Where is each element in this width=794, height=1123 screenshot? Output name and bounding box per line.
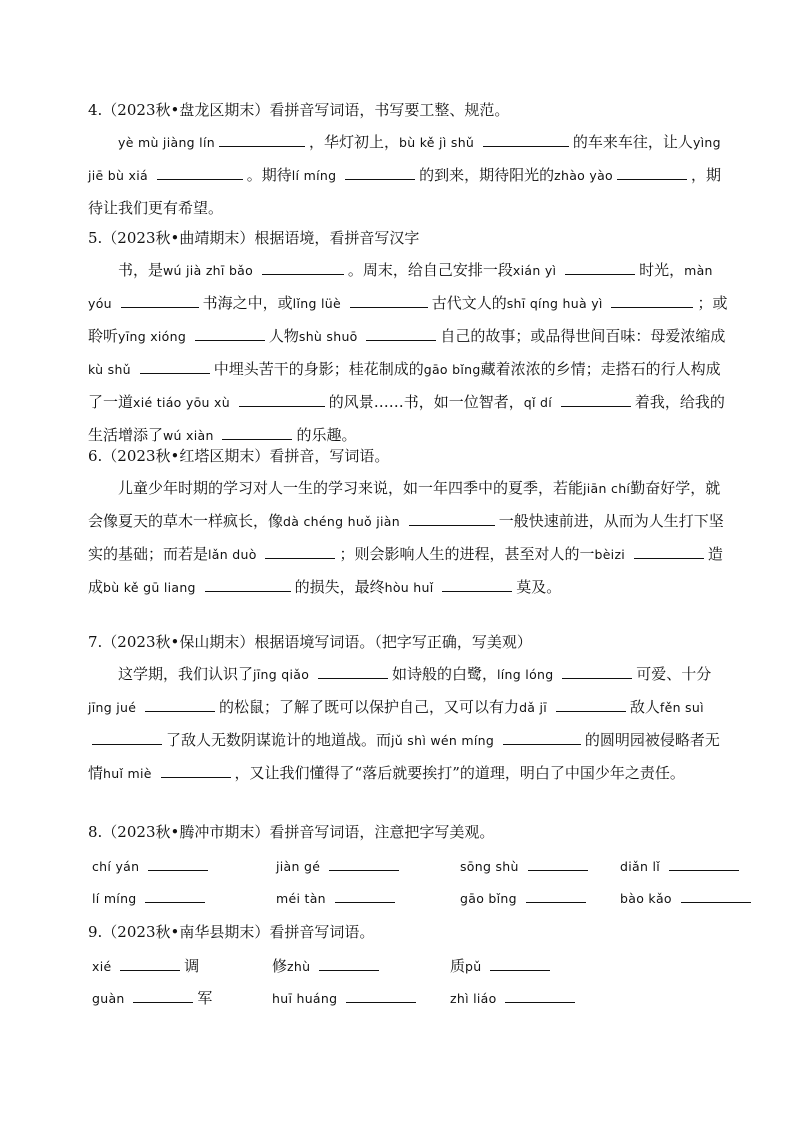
answer-blank[interactable] [503, 730, 581, 745]
pinyin: yè mù jiàng lín [118, 135, 215, 150]
question-8 [88, 816, 728, 848]
answer-blank[interactable] [195, 326, 265, 341]
pinyin: bèizi [594, 547, 626, 562]
pinyin: dǎ jī [519, 700, 548, 715]
pinyin: bù kě gū liang [103, 580, 196, 595]
pinyin: jǔ shì wén míng [391, 733, 495, 748]
word-item: sōng shù [460, 850, 620, 883]
answer-blank[interactable] [329, 856, 399, 871]
word-item: méi tàn [276, 882, 460, 915]
answer-blank[interactable] [265, 544, 335, 559]
word-item: zhì liáo [450, 982, 610, 1015]
pinyin: líng lóng [497, 667, 554, 682]
word-item: chí yán [92, 850, 276, 883]
word-item: guàn 军 [92, 989, 213, 1007]
answer-blank[interactable] [409, 511, 495, 526]
answer-blank[interactable] [133, 988, 193, 1003]
question-5-title: 5.（2023秋•曲靖期末）根据语境，看拼音写汉字 [88, 229, 420, 247]
answer-blank[interactable] [121, 293, 199, 308]
pinyin: bù kě jì shǔ [398, 135, 475, 150]
word-item: gāo bǐng [460, 882, 620, 915]
answer-blank[interactable] [319, 956, 379, 971]
answer-blank[interactable] [157, 165, 243, 180]
answer-blank[interactable] [335, 888, 395, 903]
answer-blank[interactable] [669, 856, 739, 871]
answer-blank[interactable] [222, 425, 292, 440]
pinyin: lǎn duò [208, 547, 257, 562]
answer-blank[interactable] [161, 763, 231, 778]
answer-blank[interactable] [318, 664, 388, 679]
pinyin: gāo bǐng [423, 362, 481, 377]
question-5 [88, 222, 728, 452]
question-6 [88, 440, 728, 604]
word-item: bào kǎo [620, 882, 760, 915]
question-9-title: 9.（2023秋•南华县期末）看拼音写词语。 [88, 923, 375, 941]
pinyin: qǐ dí [523, 395, 553, 410]
pinyin: shī qíng huà yì [506, 296, 603, 311]
word-item: lí míng [92, 882, 276, 915]
answer-blank[interactable] [350, 293, 428, 308]
word-item: 质pǔ [450, 950, 610, 983]
pinyin: zhào yào [554, 168, 613, 183]
question-4-title: 4.（2023秋•盘龙区期末）看拼音写词语，书写要工整、规范。 [88, 101, 510, 119]
pinyin: jīng jué [88, 700, 137, 715]
answer-blank[interactable] [262, 260, 344, 275]
word-item: xié 调 [92, 957, 200, 975]
question-8-title: 8.（2023秋•腾冲市期末）看拼音写词语，注意把字写美观。 [88, 823, 495, 841]
question-7-text: 这学期，我们认识了jīng qiǎo 如诗般的白鹭，líng lóng 可爱、十分jīng jué 的松鼠；了解了既可以保护自己，又可以有力dǎ jī 敌人fěn suì 了敌人无数阴谋诡计的地道战。而jǔ shì wén míng 的圆明园被侵略者无情huǐ miè ，又让我们懂得了“落后就要挨打”的道理，明白了中国少年之责任。 [88, 665, 720, 782]
answer-blank[interactable] [219, 132, 305, 147]
question-9-row-1 [92, 950, 610, 983]
answer-blank[interactable] [145, 888, 205, 903]
word-item: diǎn lǐ [620, 850, 760, 883]
question-8-row-1 [92, 850, 760, 883]
answer-blank[interactable] [442, 577, 512, 592]
answer-blank[interactable] [145, 697, 215, 712]
answer-blank[interactable] [239, 392, 325, 407]
pinyin: wú xiàn [163, 428, 214, 443]
answer-blank[interactable] [345, 165, 415, 180]
pinyin: fěn suì [659, 700, 704, 715]
pinyin: lǐng lüè [292, 296, 341, 311]
pinyin: jīng qiǎo [253, 667, 310, 682]
pinyin: kù shǔ [88, 362, 131, 377]
answer-blank[interactable] [205, 577, 291, 592]
word-item: huī huáng [272, 982, 450, 1015]
pinyin: yìng jiē bù xiá [88, 135, 721, 183]
answer-blank[interactable] [634, 544, 704, 559]
pinyin: wú jià zhī bǎo [163, 263, 254, 278]
pinyin: yīng xióng [118, 329, 187, 344]
question-9 [88, 916, 728, 948]
answer-blank[interactable] [92, 730, 162, 745]
answer-blank[interactable] [611, 293, 693, 308]
question-5-text: 书，是wú jià zhī bǎo 。周末，给自己安排一段xián yì 时光，màn yóu 书海之中，或lǐng lüè 古代文人的shī qíng huà yì ；或聆听yīng xióng 人物shù shuō 自己的故事；或品得世间百味：母爱浓缩成kù shǔ 中埋头苦干的身影；桂花制成的gāo bǐng藏着浓浓的乡情；走搭石的行人构成了一道xié tiáo yōu xù 的风景……书，如一位智者，qǐ dí 着我，给我的生活增添了wú xiàn 的乐趣。 [88, 261, 728, 444]
answer-blank[interactable] [617, 165, 687, 180]
pinyin: hòu huǐ [384, 580, 434, 595]
answer-blank[interactable] [556, 697, 626, 712]
answer-blank[interactable] [681, 888, 751, 903]
question-7 [88, 626, 728, 790]
pinyin: jiān chí [583, 481, 631, 496]
answer-blank[interactable] [120, 956, 180, 971]
question-7-title: 7.（2023秋•保山期末）根据语境写词语。（把字写正确，写美观） [88, 633, 532, 651]
answer-blank[interactable] [561, 392, 631, 407]
pinyin: huǐ miè [103, 766, 152, 781]
answer-blank[interactable] [562, 664, 632, 679]
question-8-row-2 [92, 882, 760, 915]
answer-blank[interactable] [528, 856, 588, 871]
pinyin: xián yì [512, 263, 557, 278]
answer-blank[interactable] [565, 260, 635, 275]
pinyin: shù shuō [298, 329, 358, 344]
answer-blank[interactable] [490, 956, 550, 971]
word-item: jiàn gé [276, 850, 460, 883]
pinyin: dà chéng huǒ jiàn [283, 514, 400, 529]
answer-blank[interactable] [526, 888, 586, 903]
answer-blank[interactable] [148, 856, 208, 871]
question-4-text: yè mù jiàng lín ，华灯初上，bù kě jì shǔ 的车来车往，让人yìng jiē bù xiá 。期待lí míng 的到来，期待阳光的zhào yào ，期待让我们更有希望。 [88, 133, 721, 217]
word-item: 修zhù [272, 950, 450, 983]
pinyin: màn yóu [88, 263, 713, 311]
question-9-row-2 [92, 982, 610, 1015]
question-6-title: 6.（2023秋•红塔区期末）看拼音，写词语。 [88, 447, 390, 465]
answer-blank[interactable] [346, 988, 416, 1003]
question-4 [88, 94, 728, 224]
question-6-text: 儿童少年时期的学习对人一生的学习来说，如一年四季中的夏季，若能jiān chí勤奋好学，就会像夏天的草木一样疯长，像dà chéng huǒ jiàn 一般快速前进，从而为人生打下坚实的基础；而若是lǎn duò ；则会影响人生的进程，甚至对人的一bèizi 造成bù kě gū liang 的损失，最终hòu huǐ 莫及。 [88, 479, 724, 596]
answer-blank[interactable] [505, 988, 575, 1003]
answer-blank[interactable] [483, 132, 569, 147]
pinyin: lí míng [291, 168, 337, 183]
answer-blank[interactable] [366, 326, 436, 341]
answer-blank[interactable] [140, 359, 210, 374]
pinyin: xié tiáo yōu xù [133, 395, 230, 410]
